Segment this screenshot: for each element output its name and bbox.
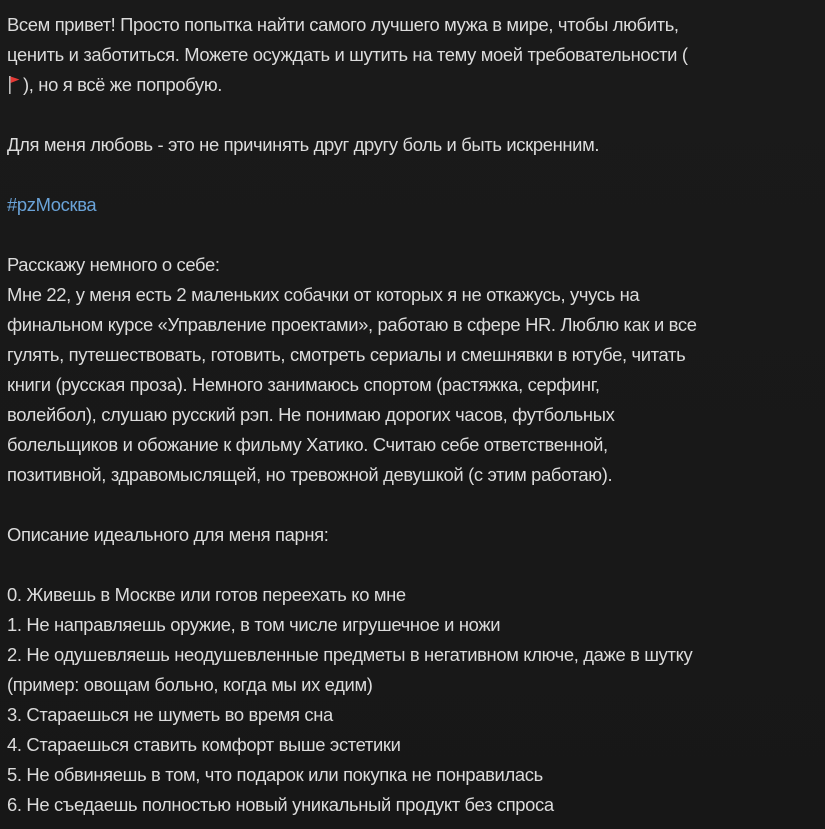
list-item: 0. Живешь в Москве или готов переехать ко мне xyxy=(7,584,406,605)
about-line: гулять, путешествовать, готовить, смотреть сериалы и смешнявки в ютубе, читать xyxy=(7,344,686,365)
about-heading: Расскажу немного о себе: xyxy=(7,254,220,275)
about-line: книги (русская проза). Немного занимаюсь спортом (растяжка, серфинг, xyxy=(7,374,600,395)
ideal-list xyxy=(7,580,811,820)
intro-line-1: Всем привет! Просто попытка найти самого лучшего мужа в мире, чтобы любить, xyxy=(7,14,679,35)
about-line: волейбол), слушаю русский рэп. Не понимаю дорогих часов, футбольных xyxy=(7,404,615,425)
about-paragraph xyxy=(7,280,811,490)
list-item: 1. Не направляешь оружие, в том числе игрушечное и ножи xyxy=(7,614,501,635)
love-definition: Для меня любовь - это не причинять друг другу боль и быть искренним. xyxy=(7,134,600,155)
list-item: (пример: овощам больно, когда мы их едим) xyxy=(7,674,373,695)
about-line: позитивной, здравомыслящей, но тревожной девушкой (с этим работаю). xyxy=(7,464,613,485)
message-text xyxy=(7,10,811,820)
intro-line-2: ценить и заботиться. Можете осуждать и шутить на тему моей требовательности ( xyxy=(7,44,688,65)
intro-paragraph xyxy=(7,10,811,100)
hashtag-paragraph xyxy=(7,190,811,220)
red-flag-icon xyxy=(8,74,20,94)
hashtag-link[interactable]: #pzМосква xyxy=(7,194,97,215)
about-line: финальном курсе «Управление проектами», работаю в сфере HR. Люблю как и все xyxy=(7,314,697,335)
list-item: 6. Не съедаешь полностью новый уникальный продукт без спроса xyxy=(7,794,554,815)
list-item: 5. Не обвиняешь в том, что подарок или покупка не понравилась xyxy=(7,764,543,785)
about-line: Мне 22, у меня есть 2 маленьких собачки от которых я не откажусь, учусь на xyxy=(7,284,640,305)
list-item: 3. Стараешься не шуметь во время сна xyxy=(7,704,333,725)
about-line: болельщиков и обожание к фильму Хатико. Считаю себе ответственной, xyxy=(7,434,608,455)
intro-line-3: ), но я всё же попробую. xyxy=(23,74,223,95)
ideal-heading: Описание идеального для меня парня: xyxy=(7,524,329,545)
list-item: 2. Не одушевляешь неодушевленные предметы в негативном ключе, даже в шутку xyxy=(7,644,693,665)
list-item: 4. Стараешься ставить комфорт выше эстетики xyxy=(7,734,401,755)
